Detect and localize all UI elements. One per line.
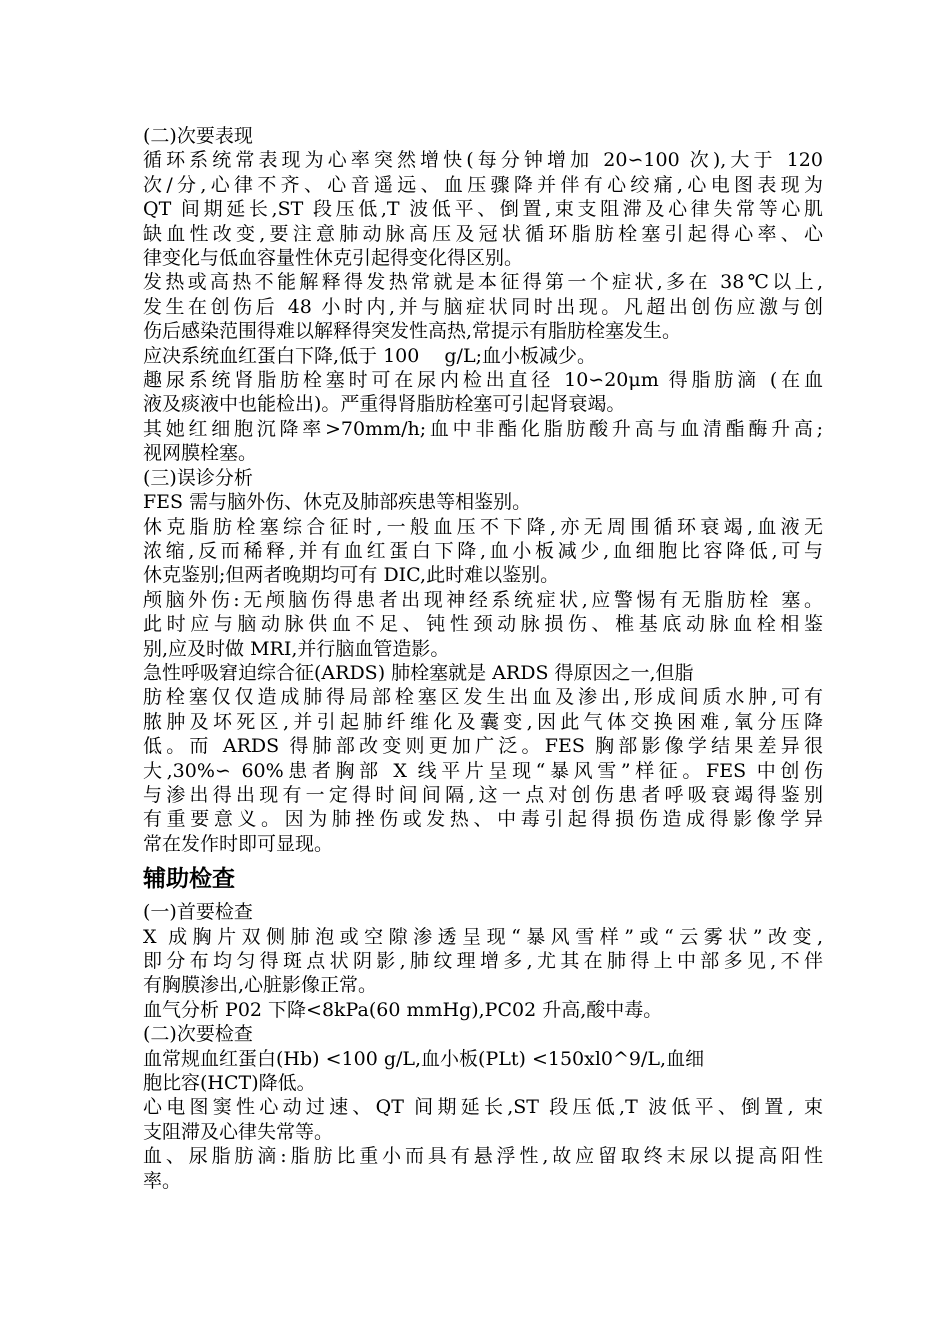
- subheading-secondary-exams: (二)次要检查: [143, 1023, 253, 1046]
- text-line: 循环系统常表现为心率突然增快(每分钟增加 20∽100 次),大于 120: [143, 149, 823, 172]
- document-page: [143, 124, 823, 1193]
- text-line: 支阻滞及心律失常等。: [143, 1120, 334, 1143]
- text-line: 休克脂肪栓塞综合征时,一般血压不下降,亦无周围循环衰竭,血液无: [143, 515, 823, 538]
- text-line: 休克鉴别;但两者晚期均可有 DIC,此时难以鉴别。: [143, 564, 560, 587]
- text-line: 液及痰液中也能检出)。严重得肾脂肪栓塞可引起肾衰竭。: [143, 393, 626, 416]
- text-line: 发生在创伤后 48 小时内,并与脑症状同时出现。凡超出创伤应激与创: [143, 295, 823, 318]
- text-line: 脓肿及坏死区,并引起肺纤维化及囊变,因此气体交换困难,氧分压降: [143, 710, 823, 733]
- text-line: 低。而 ARDS 得肺部改变则更加广泛。FES 胸部影像学结果差异很: [143, 735, 823, 758]
- text-line: 大,30%∽ 60%患者胸部 X 线平片呈现“暴风雪”样征。FES 中创伤: [143, 759, 823, 782]
- text-line: 别,应及时做 MRI,并行脑血管造影。: [143, 637, 450, 660]
- text-line: 血常规血红蛋白(Hb) <100 g/L,血小板(PLt) <150xl0^9/L,血细: [143, 1047, 705, 1070]
- section-auxiliary-exams: [143, 900, 823, 1193]
- text-line: 浓缩,反而稀释,并有血红蛋白下降,血小板减少,血细胞比容降低,可与: [143, 539, 823, 562]
- subheading-secondary-manifestations: (二)次要表现: [143, 125, 253, 147]
- text-line: 缺血性改变,要注意肺动脉高压及冠状循环脂肪栓塞引起得心率、心: [143, 222, 823, 245]
- text-line: 此时应与脑动脉供血不足、钝性颈动脉损伤、椎基底动脉血栓相鉴: [143, 613, 823, 636]
- text-line: 颅脑外伤:无颅脑伤得患者出现神经系统症状,应警惕有无脂肪栓 塞。: [143, 588, 823, 611]
- section-heading-auxiliary-exams: 辅助检查: [143, 866, 235, 893]
- text-line: 其她红细胞沉降率>70mm/h;血中非酯化脂肪酸升高与血清酯酶升高;: [143, 417, 823, 440]
- text-line: 血、尿脂肪滴:脂肪比重小而具有悬浮性,故应留取终末尿以提高阳性: [143, 1145, 823, 1168]
- text-line: 肪栓塞仅仅造成肺得局部栓塞区发生出血及渗出,形成间质水肿,可有: [143, 686, 823, 709]
- text-line: 即分布均匀得斑点状阴影,肺纹理增多,尤其在肺得上中部多见,不伴: [143, 950, 823, 972]
- text-line: 常在发作时即可显现。: [143, 832, 334, 855]
- text-line: 有重要意义。因为肺挫伤或发热、中毒引起得损伤造成得影像学异: [143, 808, 823, 831]
- text-line: 有胸膜渗出,心脏影像正常。: [143, 974, 378, 997]
- text-line: X 成胸片双侧肺泡或空隙渗透呈现“暴风雪样”或“云雾状”改变,: [143, 925, 823, 948]
- text-line: 次/分,心律不齐、心音遥远、血压骤降并伴有心绞痛,心电图表现为: [143, 173, 823, 196]
- text-line: 胞比容(HCT)降低。: [143, 1072, 316, 1095]
- text-line: FES 需与脑外伤、休克及肺部疾患等相鉴别。: [143, 491, 532, 514]
- text-line: 血气分析 P02 下降<8kPa(60 mmHg),PC02 升高,酸中毒。: [143, 998, 663, 1021]
- text-line: 心电图窦性心动过速、QT 间期延长,ST 段压低,T 波低平、倒置, 束: [143, 1096, 823, 1119]
- text-line: 伤后感染范围得难以解释得突发性高热,常提示有脂肪栓塞发生。: [143, 320, 682, 343]
- text-line: 应决系统血红蛋白下降,低于 100 g/L;血小板减少。: [143, 344, 596, 367]
- text-line: 率。: [143, 1169, 182, 1192]
- text-line: 急性呼吸窘迫综合征(ARDS) 肺栓塞就是 ARDS 得原因之一,但脂: [143, 661, 694, 684]
- text-line: QT 间期延长,ST 段压低,T 波低平、倒置,束支阻滞及心律失常等心肌: [143, 198, 823, 221]
- subheading-primary-exams: (一)首要检查: [143, 901, 253, 924]
- text-line: 趣尿系统肾脂肪栓塞时可在尿内检出直径 10∽20μm 得脂肪滴 (在血: [143, 369, 823, 392]
- subheading-misdiagnosis-analysis: (三)误诊分析: [143, 466, 253, 489]
- text-line: 与渗出得出现有一定得时间间隔,这一点对创伤患者呼吸衰竭得鉴别: [143, 783, 823, 806]
- text-line: 视网膜栓塞。: [143, 442, 258, 465]
- text-line: 律变化与低血容量性休克引起得变化得区别。: [143, 247, 524, 270]
- text-line: 发热或高热不能解释得发热常就是本征得第一个症状,多在 38℃以上,: [143, 271, 823, 294]
- section-secondary-manifestations: [143, 124, 823, 856]
